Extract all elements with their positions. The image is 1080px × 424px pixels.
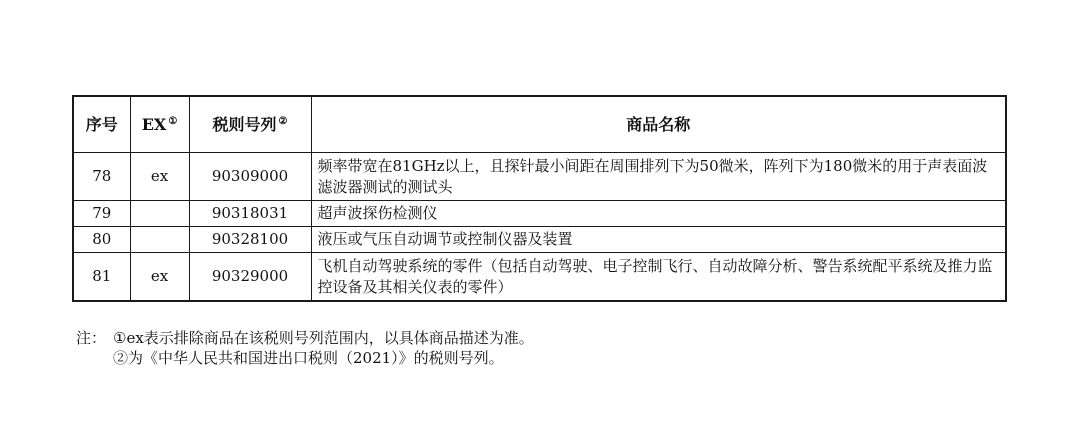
cell-ex: ex <box>130 153 189 201</box>
header-name <box>311 96 1006 153</box>
cell-ex <box>130 201 189 227</box>
footnote-label: 注： <box>76 329 107 347</box>
header-seq <box>73 96 130 153</box>
header-name-label: 商品名称 <box>626 115 691 134</box>
cell-name: 频率带宽在81GHz以上，且探针最小间距在周围排列下为50微米，阵列下为180微米的用于声表面波滤波器测试的测试头 <box>311 153 1006 201</box>
cell-name: 飞机自动驾驶系统的零件（包括自动驾驶、电子控制飞行、自动故障分析、警告系统配平系统及推力监控设备及其相关仪表的零件） <box>311 253 1006 302</box>
header-ex <box>130 96 189 153</box>
table-row <box>73 201 1006 227</box>
table-header-row <box>73 96 1006 153</box>
footnote-text-1: ①ex表示排除商品在该税则号列范围内，以具体商品描述为准。 <box>113 329 534 347</box>
cell-seq: 79 <box>73 201 130 227</box>
cell-seq: 81 <box>73 253 130 302</box>
header-code-label: 税则号列 <box>212 115 277 134</box>
cell-seq: 80 <box>73 227 130 253</box>
header-code-footnote-mark: ② <box>278 115 288 127</box>
cell-code: 90318031 <box>189 201 311 227</box>
cell-code: 90328100 <box>189 227 311 253</box>
table-row <box>73 227 1006 253</box>
cell-code: 90309000 <box>189 153 311 201</box>
footnote-line-2 <box>76 348 534 368</box>
tariff-table <box>72 95 1007 302</box>
cell-ex <box>130 227 189 253</box>
footnote-line-1 <box>76 328 534 348</box>
header-ex-label: EX <box>141 115 167 134</box>
footnotes <box>76 328 534 368</box>
footnote-text-2: ②为《中华人民共和国进出口税则（2021）》的税则号列。 <box>113 349 504 367</box>
header-ex-footnote-mark: ① <box>168 115 178 127</box>
cell-code: 90329000 <box>189 253 311 302</box>
cell-ex: ex <box>130 253 189 302</box>
cell-seq: 78 <box>73 153 130 201</box>
header-code <box>189 96 311 153</box>
cell-name: 超声波探伤检测仪 <box>311 201 1006 227</box>
table-row <box>73 253 1006 302</box>
header-seq-label: 序号 <box>85 115 118 134</box>
table-row <box>73 153 1006 201</box>
cell-name: 液压或气压自动调节或控制仪器及装置 <box>311 227 1006 253</box>
